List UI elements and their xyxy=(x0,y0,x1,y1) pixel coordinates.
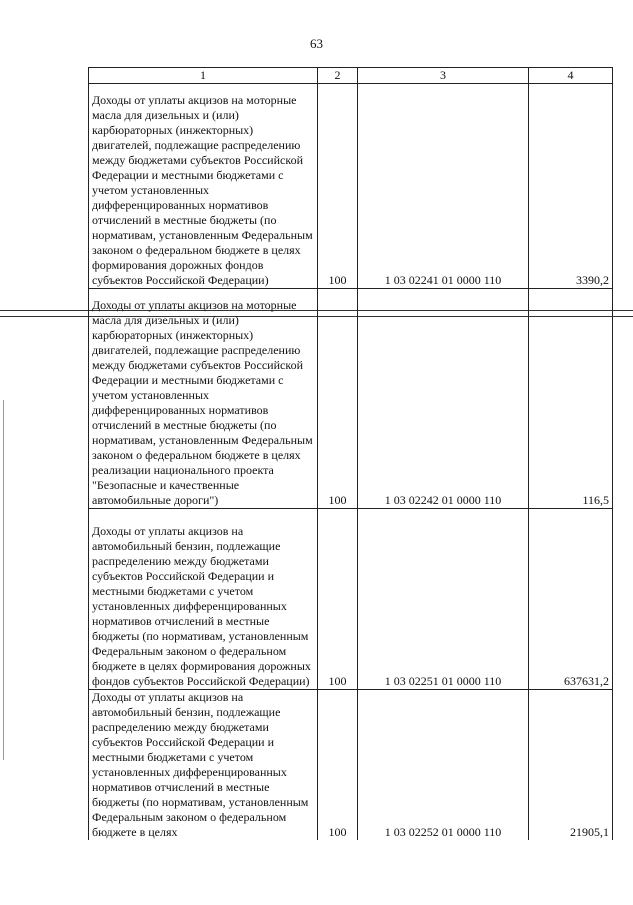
admin-code-cell: 100 xyxy=(318,690,358,841)
admin-code-cell: 100 xyxy=(318,509,358,690)
revenue-name-cell: Доходы от уплаты акцизов на моторные масла для дизельных и (или) карбюраторных (инжекторных) двигателей, подлежащие распределению между бюджетами субъектов Российской Федерации и местными бюджетами с учетом установленных дифференцированных нормативов отчислений в местные бюджеты (по нормативам, установленным Федеральным законом о федеральном бюджете в целях формирования дорожных фондов субъектов Российской Федерации) xyxy=(89,84,318,289)
table-row xyxy=(89,690,613,841)
amount-cell: 21905,1 xyxy=(529,690,613,841)
kbk-code-cell: 1 03 02242 01 0000 110 xyxy=(358,289,529,509)
table-row xyxy=(89,84,613,289)
column-header-1: 1 xyxy=(89,68,318,84)
column-header-2: 2 xyxy=(318,68,358,84)
table-header-row xyxy=(89,68,613,84)
revenue-name-cell: Доходы от уплаты акцизов на моторные масла для дизельных и (или) карбюраторных (инжекторных) двигателей, подлежащие распределению между бюджетами субъектов Российской Федерации и местными бюджетами с учетом установленных дифференцированных нормативов отчислений в местные бюджеты (по нормативам, установленным Федеральным законом о федеральном бюджете в целях реализации национального проекта "Безопасные и качественные автомобильные дороги") xyxy=(89,289,318,509)
amount-cell: 116,5 xyxy=(529,289,613,509)
column-header-4: 4 xyxy=(529,68,613,84)
revenue-name-cell: Доходы от уплаты акцизов на автомобильный бензин, подлежащие распределению между бюджетами субъектов Российской Федерации и местными бюджетами с учетом установленных дифференцированных нормативов отчислений в местные бюджеты (по нормативам, установленным Федеральным законом о федеральном бюджете в целях xyxy=(89,690,318,841)
admin-code-cell: 100 xyxy=(318,84,358,289)
revenue-name-cell: Доходы от уплаты акцизов на автомобильный бензин, подлежащие распределению между бюджетами субъектов Российской Федерации и местными бюджетами с учетом установленных дифференцированных нормативов отчислений в местные бюджеты (по нормативам, установленным Федеральным законом о федеральном бюджете в целях формирования дорожных фондов субъектов Российской Федерации) xyxy=(89,509,318,690)
table-row xyxy=(89,289,613,509)
admin-code-cell: 100 xyxy=(318,289,358,509)
table-row xyxy=(89,509,613,690)
kbk-code-cell: 1 03 02251 01 0000 110 xyxy=(358,509,529,690)
column-header-3: 3 xyxy=(358,68,529,84)
page-number: 63 xyxy=(310,36,323,51)
kbk-code-cell: 1 03 02252 01 0000 110 xyxy=(358,690,529,841)
kbk-code-cell: 1 03 02241 01 0000 110 xyxy=(358,84,529,289)
amount-cell: 637631,2 xyxy=(529,509,613,690)
scan-edge-mark xyxy=(3,400,4,760)
revenue-table xyxy=(88,67,613,840)
amount-cell: 3390,2 xyxy=(529,84,613,289)
